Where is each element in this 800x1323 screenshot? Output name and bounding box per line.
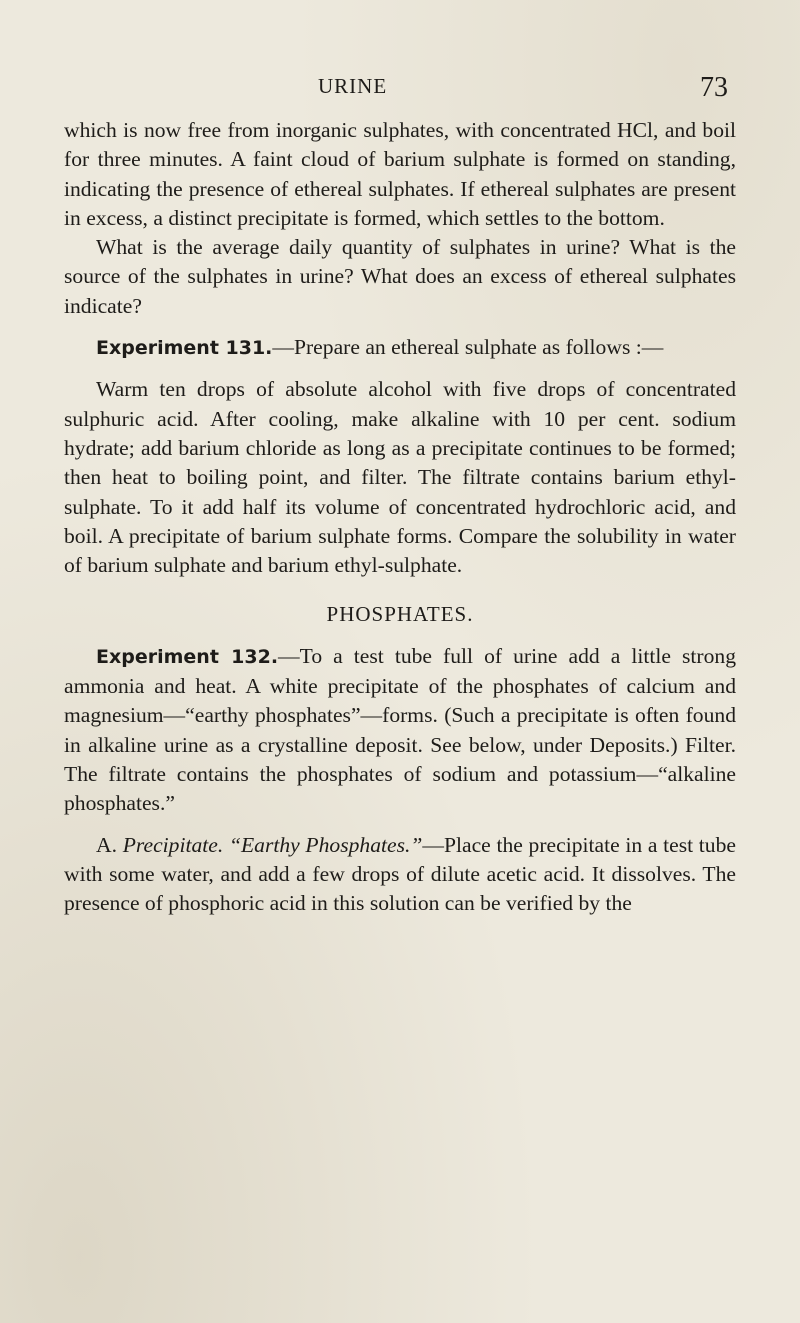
body-text — [64, 116, 736, 918]
paragraph-continuation: which is now free from inorganic sulphates, with concentrated HCl, and boil for three minutes. A faint cloud of barium sulphate is formed on standing, indicating the presence of ethereal sulphates. If ethereal sulphates are present in excess, a distinct precipitate is formed, which settles to the bottom. — [64, 118, 736, 230]
page-number: 73 — [700, 72, 728, 103]
paragraph-questions: What is the average daily quantity of sulphates in urine? What is the source of the sulphates in urine? What does an excess of ethereal sulphates indicate? — [64, 235, 736, 318]
paragraph-earthy-phosphates — [64, 831, 736, 919]
experiment-132-text: —To a test tube full of urine add a little strong ammonia and heat. A white precipitate of the phosphates of calcium and magnesium—“earthy phosphates”—forms. (Such a precipitate is often found in alkaline urine as a crystalline deposit. See below, under Deposits.) Filter. The filtrate contains the phosphates of sodium and potassium—“alkaline phosphates.” — [64, 643, 737, 816]
paragraph-experiment-131 — [64, 333, 736, 363]
section-heading-phosphates: PHOSPHATES. — [326, 602, 474, 627]
subsection-text: —Place the precipitate in a test tube with some water, and add a few drops of dilute acetic acid. It dissolves. The presence of phosphoric acid in this solution can be verified by the — [64, 832, 736, 916]
paragraph-experiment-132 — [64, 642, 736, 819]
subsection-letter: A. — [96, 832, 117, 857]
subsection-title-precipitate: Precipitate. — [122, 832, 224, 857]
subsection-title-earthy: “Earthy Phosphates.” — [228, 832, 423, 857]
page-header — [0, 72, 800, 112]
experiment-131-text: —Prepare an ethereal sulphate as follows :— — [272, 335, 664, 360]
paragraph-procedure: Warm ten drops of absolute alcohol with five drops of concentrated sulphuric acid. After cooling, make alkaline with 10 per cent. sodium hydrate; add barium chloride as long as a precipitate continues to be formed; then heat to boiling point, and filter. The filtrate contains barium ethyl-sulphate. To it add half its volume of concentrated hydrochloric acid, and boil. A precipitate of barium sulphate forms. Compare the solubility in water of barium sulphate and barium ethyl-sulphate. — [64, 377, 736, 578]
experiment-131-label: Experiment 131. — [96, 337, 273, 360]
experiment-132-label: Experiment 132. — [96, 645, 279, 668]
running-head: URINE — [318, 74, 388, 98]
